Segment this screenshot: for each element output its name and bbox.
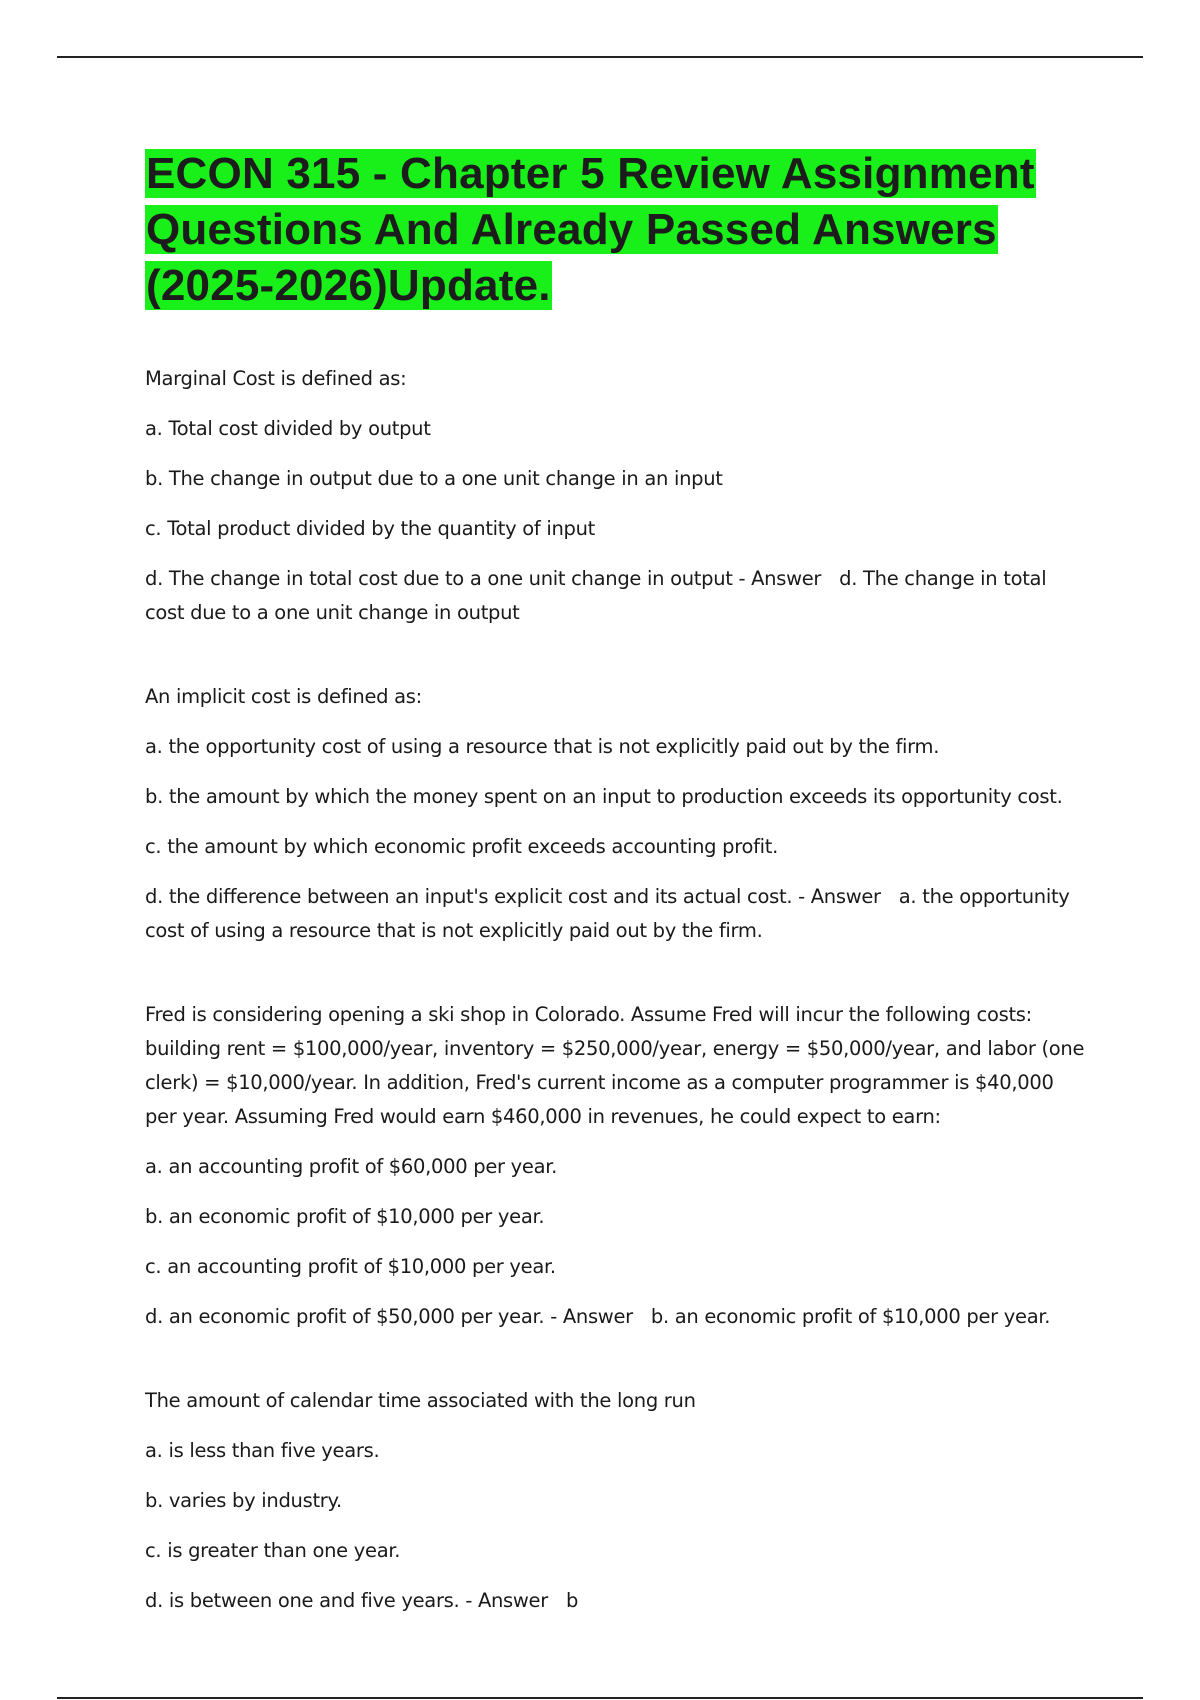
correct-answer: a. the opportunity cost of using a resource that is not explicitly paid out by the firm. (145, 885, 1070, 942)
correct-answer: b (565, 1589, 579, 1612)
answer-option: c. Total product divided by the quantity of input (145, 517, 596, 540)
question-stem: Fred is considering opening a ski shop in Colorado. Assume Fred will incur the following costs: building rent = $100,000/year, inventory = $250,000/year, energy = $50,000/year, and labor (one clerk) = $10,000/year. In addition, Fred's current income as a computer programmer is $40,000 per year. Assuming Fred would earn $460,000 in revenues, he could expect to earn: (145, 1003, 1085, 1128)
question-block (145, 362, 1085, 630)
question-stem: The amount of calendar time associated with the long run (145, 1389, 696, 1412)
correct-answer: b. an economic profit of $10,000 per year. (650, 1305, 1051, 1328)
answer-option: a. is less than five years. (145, 1439, 380, 1462)
answer-option: d. The change in total cost due to a one unit change in output - Answer (145, 567, 822, 590)
answer-option-with-key (145, 1300, 1085, 1334)
question-block (145, 998, 1085, 1334)
correct-answer: d. The change in total cost due to a one unit change in output (145, 567, 1047, 624)
question-stem: Marginal Cost is defined as: (145, 367, 407, 390)
answer-option: a. an accounting profit of $60,000 per year. (145, 1155, 558, 1178)
answer-option: d. is between one and five years. - Answer (145, 1589, 548, 1612)
answer-option: a. the opportunity cost of using a resource that is not explicitly paid out by the firm. (145, 735, 940, 758)
title-highlight: ECON 315 - Chapter 5 Review Assignment Questions And Already Passed Answers (2025-2026)Update. (146, 149, 1035, 310)
answer-option-with-key (145, 880, 1085, 948)
top-rule (57, 56, 1143, 58)
answer-option: b. varies by industry. (145, 1489, 342, 1512)
document-body (145, 146, 1085, 1634)
answer-option: c. an accounting profit of $10,000 per year. (145, 1255, 556, 1278)
answer-option: d. an economic profit of $50,000 per year. - Answer (145, 1305, 633, 1328)
answer-option: c. is greater than one year. (145, 1539, 401, 1562)
answer-option-with-key (145, 562, 1085, 630)
answer-option: b. an economic profit of $10,000 per year. (145, 1205, 545, 1228)
question-stem: An implicit cost is defined as: (145, 685, 422, 708)
answer-option: b. the amount by which the money spent on an input to production exceeds its opportunity cost. (145, 785, 1063, 808)
answer-option-with-key (145, 1584, 1085, 1618)
question-block (145, 1384, 1085, 1618)
answer-option: c. the amount by which economic profit exceeds accounting profit. (145, 835, 779, 858)
bottom-rule (57, 1697, 1143, 1699)
answer-option: b. The change in output due to a one unit change in an input (145, 467, 723, 490)
answer-option: a. Total cost divided by output (145, 417, 431, 440)
document-title (145, 146, 1085, 314)
answer-option: d. the difference between an input's explicit cost and its actual cost. - Answer (145, 885, 881, 908)
question-block (145, 680, 1085, 948)
